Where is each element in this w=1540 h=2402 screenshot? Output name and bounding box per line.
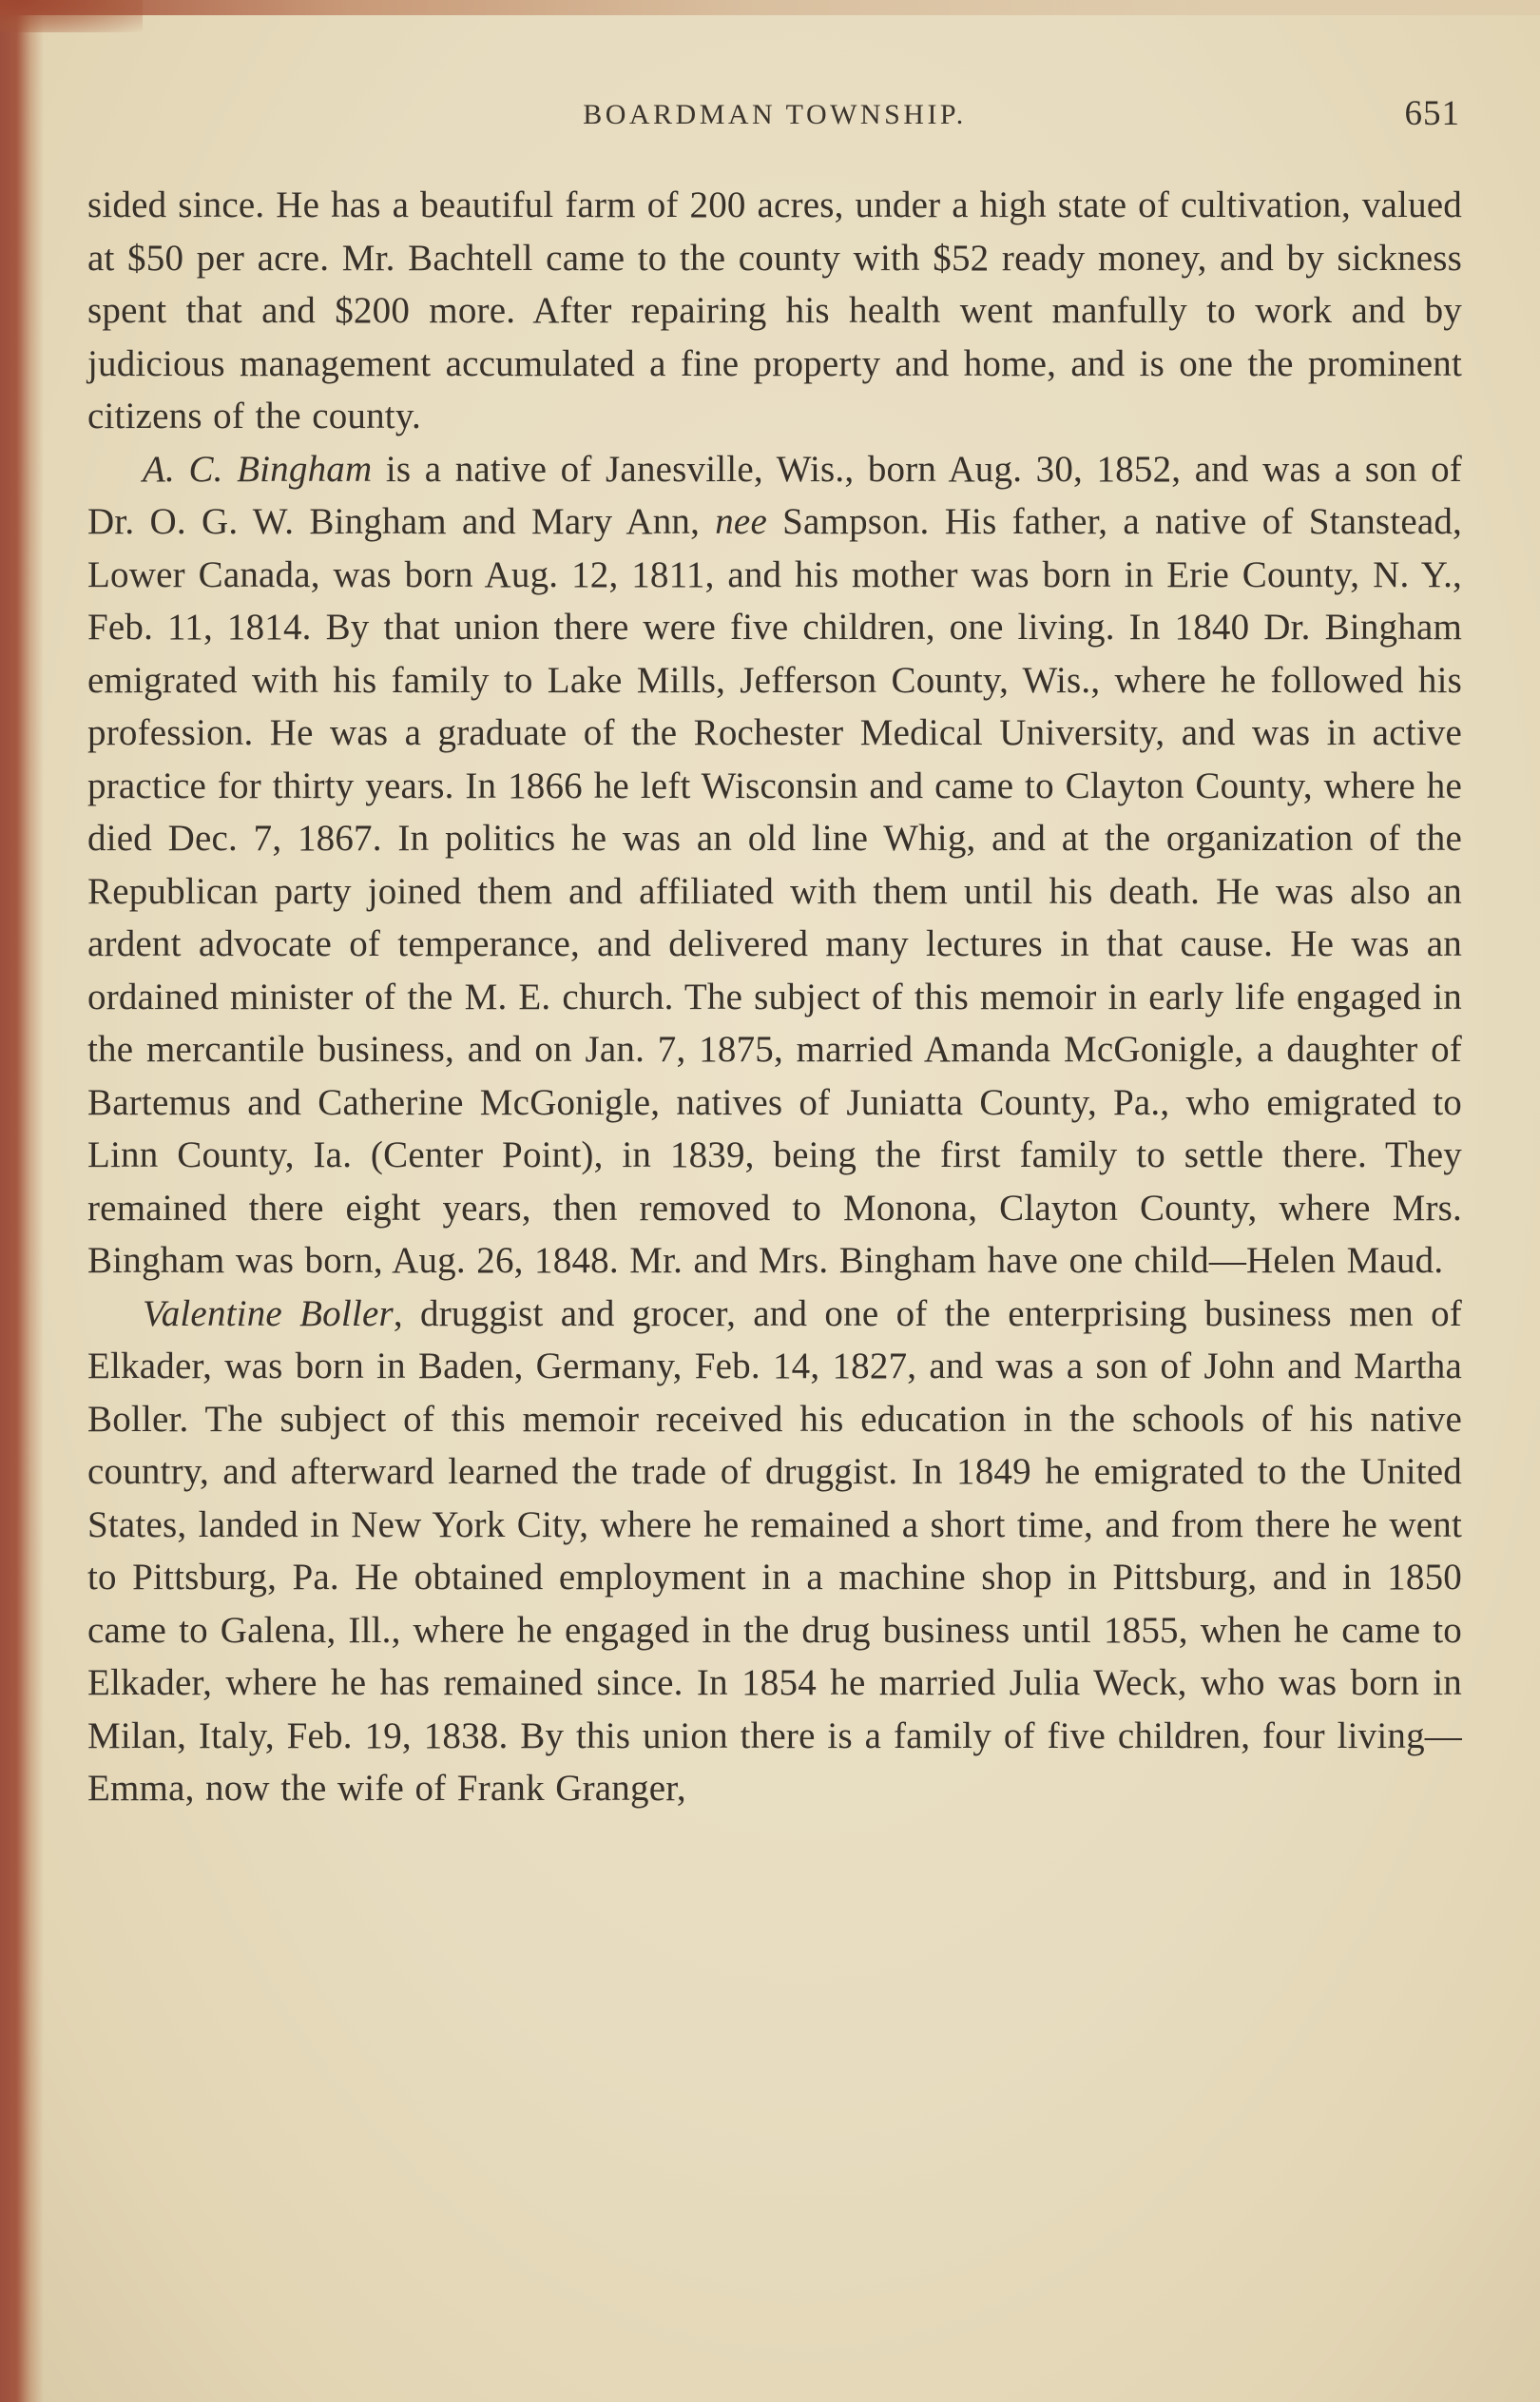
page-header (87, 94, 1462, 145)
text-segment: sided since. He has a beautiful farm of 200 acres, under a high state of cultivation, valued at $50 per acre. Mr. Bachtell came to the county with $52 ready money, and by sickness spent that and $200 more. After repairing his health went manfully to work and by judicious management accumulated a fine property and home, and is one the prominent citizens of the county. (87, 184, 1462, 436)
text-segment: is a native of Janesville, Wis., born Aug. 30, 1852, and was a son of Dr. O. G. W. Bingham and Mary Ann, (87, 448, 1462, 542)
text-segment: Sampson. His father, a native of Stanstead, Lower Canada, was born Aug. 12, 1811, and his mother was born in Erie County, N. Y., Feb. 11, 1814. By that union there were five children, one living. In 1840 Dr. Bingham emigrated with his family to Lake Mills, Jefferson County, Wis., where he followed his profession. He was a graduate of the Rochester Medical University, and was in active practice for thirty years. In 1866 he left Wisconsin and came to Clayton County, where he died Dec. 7, 1867. In politics he was an old line Whig, and at the organization of the Republican party joined them and affiliated with them until his death. He was also an ardent advocate of temperance, and delivered many lectures in that cause. He was an ordained minister of the M. E. church. The subject of this memoir in early life engaged in the mercantile business, and on Jan. 7, 1875, married Amanda McGonigle, a daughter of Bartemus and Catherine McGonigle, natives of Juniatta County, Pa., who emigrated to Linn County, Ia. (Center Point), in 1839, being the first family to settle there. They remained there eight years, then removed to Monona, Clayton County, where Mrs. Bingham was born, Aug. 26, 1848. Mr. and Mrs. Bingham have one child—Helen Maud. (87, 501, 1462, 1281)
paragraph-bingham (87, 443, 1462, 1288)
page-number: 651 (1404, 94, 1460, 133)
text-segment-person-name: Valentine Boller (143, 1292, 394, 1334)
body-text (87, 179, 1462, 1815)
text-segment-person-name: A. C. Bingham (143, 448, 373, 490)
text-segment-nee: nee (715, 501, 767, 542)
paragraph-boller (87, 1288, 1462, 1815)
paragraph-bachtell-continuation (87, 179, 1462, 443)
text-segment: , druggist and grocer, and one of the enterprising business men of Elkader, was born in Baden, Germany, Feb. 14, 1827, and was a son of John and Martha Boller. The subject of this memoir received his education in the schools of his native country, and afterward learned the trade of druggist. In 1849 he emigrated to the United States, landed in New York City, where he remained a short time, and from there he went to Pittsburg, Pa. He obtained employment in a machine shop in Pittsburg, and in 1850 came to Galena, Ill., where he engaged in the drug business until 1855, when he came to Elkader, where he has remained since. In 1854 he married Julia Weck, who was born in Milan, Italy, Feb. 19, 1838. By this union there is a family of five children, four living—Emma, now the wife of Frank Granger, (87, 1292, 1462, 1809)
running-title: BOARDMAN TOWNSHIP. (583, 99, 967, 130)
